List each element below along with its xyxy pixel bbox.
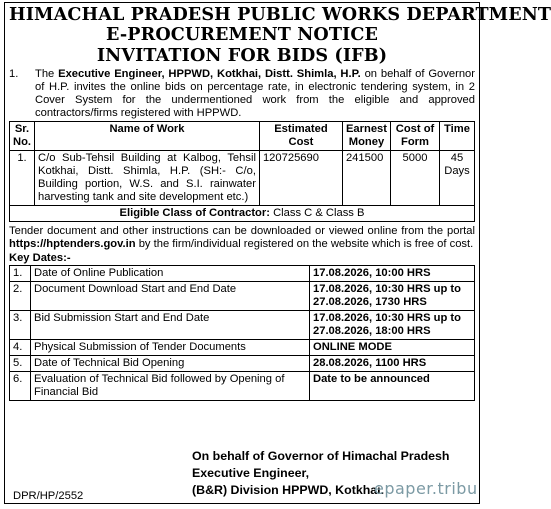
signature-line-3: (B&R) Division HPPWD, Kotkhai. [192, 483, 385, 497]
tender-info-pre: Tender document and other instructions can be downloaded or viewed online from the portal [9, 225, 475, 237]
table-row [10, 282, 475, 311]
work-sr: 1. [10, 151, 35, 206]
work-cost-of-form: 5000 [391, 151, 440, 206]
table-row [10, 372, 475, 401]
signature-line-1: On behalf of Governor of Himachal Pradesh [192, 449, 450, 463]
date-row-value: 17.08.2026, 10:30 HRS up to 27.08.2026, 1730 HRS [310, 282, 475, 311]
signature-line-2: Executive Engineer, [192, 466, 310, 480]
intro-text-post: on behalf of Governor of H.P. invites the online bids on percentage rate, in electronic tendering system, in 2 Cover System for the undermentioned work from the eligible and approved contractors/firms registered with HPPWD. [35, 68, 475, 119]
col-cost-of-form: Cost of Form [391, 122, 440, 151]
intro-text-pre: The [35, 68, 59, 80]
eligible-class-label: Eligible Class of Contractor: [119, 207, 270, 219]
date-row-label: Physical Submission of Tender Documents [31, 340, 310, 356]
date-row-value: 17.08.2026, 10:00 HRS [310, 266, 475, 282]
date-row-value: Date to be announced [310, 372, 475, 401]
reference-number: DPR/HP/2552 [13, 490, 84, 502]
department-heading: HIMACHAL PRADESH PUBLIC WORKS DEPARTMENT [9, 4, 551, 25]
date-row-label: Document Download Start and End Date [31, 282, 310, 311]
watermark: epaper.tribu [374, 479, 478, 498]
eligible-class [10, 206, 475, 222]
date-row-number: 6. [10, 372, 31, 401]
portal-link[interactable]: https://hptenders.gov.in [9, 238, 136, 250]
table-row [10, 340, 475, 356]
date-row-number: 4. [10, 340, 31, 356]
date-row-value: 17.08.2026, 10:30 HRS up to 27.08.2026, 18:00 HRS [310, 311, 475, 340]
intro-number: 1. [9, 68, 19, 80]
intro-text [35, 68, 475, 120]
work-table-header [10, 122, 475, 151]
date-row-value: 28.08.2026, 1100 HRS [310, 356, 475, 372]
date-row-number: 1. [10, 266, 31, 282]
work-earnest-money: 241500 [342, 151, 390, 206]
tender-notice [4, 2, 551, 504]
ifb-heading: INVITATION FOR BIDS (IFB) [96, 45, 388, 66]
work-time: 45 Days [440, 151, 475, 206]
key-dates-table [9, 265, 475, 401]
table-row [10, 356, 475, 372]
col-earnest-money: Earnest Money [342, 122, 390, 151]
date-row-value: ONLINE MODE [310, 340, 475, 356]
issuing-authority: Executive Engineer, HPPWD, Kotkhai, Distt. Shimla, H.P. [58, 68, 361, 80]
work-table [9, 121, 475, 222]
col-time: Time [440, 122, 475, 151]
table-row [10, 311, 475, 340]
date-row-label: Date of Online Publication [31, 266, 310, 282]
key-dates-title: Key Dates:- [9, 252, 71, 264]
col-estimated-cost: Estimated Cost [259, 122, 342, 151]
intro-paragraph [9, 68, 475, 120]
work-estimated-cost: 120725690 [259, 151, 342, 206]
date-row-number: 5. [10, 356, 31, 372]
col-name-of-work: Name of Work [35, 122, 260, 151]
date-row-label: Evaluation of Technical Bid followed by Opening of Financial Bid [31, 372, 310, 401]
col-sr-no: Sr. No. [10, 122, 35, 151]
notice-type-heading: E-PROCUREMENT NOTICE [106, 24, 378, 45]
date-row-label: Date of Technical Bid Opening [31, 356, 310, 372]
eligible-class-value: Class C & Class B [269, 207, 365, 219]
table-row [10, 266, 475, 282]
date-row-number: 3. [10, 311, 31, 340]
tender-info-post: by the firm/individual registered on the website which is free of cost. [135, 238, 474, 250]
tender-info-paragraph [9, 225, 475, 251]
date-row-number: 2. [10, 282, 31, 311]
table-row [10, 151, 475, 206]
work-name: C/o Sub-Tehsil Building at Kalbog, Tehsil Kotkhai, Distt. Shimla, H.P. (SH:- C/o, Building portion, W.S. and S.I. rainwater harvesting tank and site development etc.) [35, 151, 260, 206]
date-row-label: Bid Submission Start and End Date [31, 311, 310, 340]
eligibility-row [10, 206, 475, 222]
